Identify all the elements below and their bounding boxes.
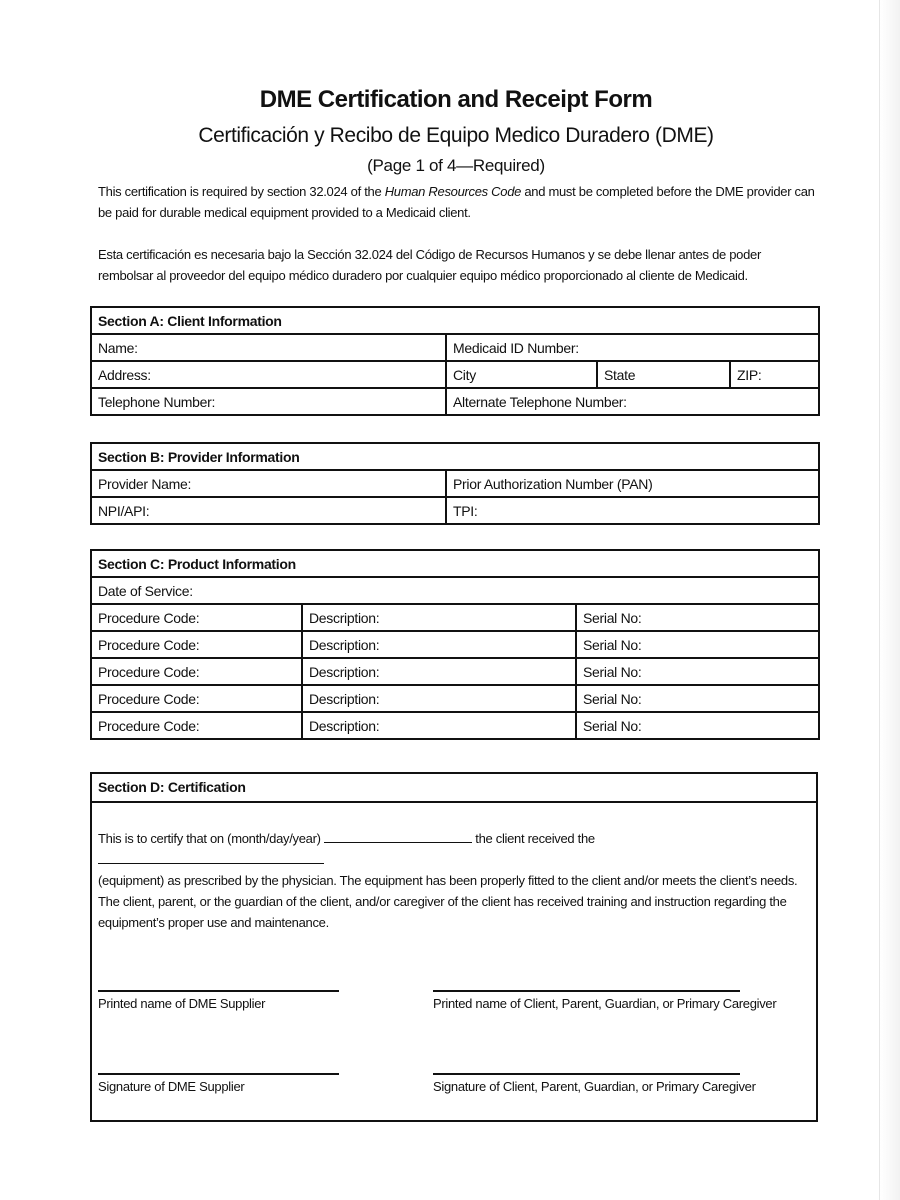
address-field[interactable]: Address: [91,361,446,388]
product-row [91,604,819,631]
procedure-code-field[interactable]: Procedure Code: [91,658,302,685]
serial-no-field[interactable]: Serial No: [576,604,819,631]
supplier-signature-label: Signature of DME Supplier [98,1079,245,1094]
telephone-field[interactable]: Telephone Number: [91,388,446,415]
equipment-blank[interactable] [98,851,324,864]
alt-telephone-field[interactable]: Alternate Telephone Number: [446,388,819,415]
printed-client-line[interactable] [433,990,740,992]
supplier-signature-line[interactable] [98,1073,339,1075]
intro-english: This certification is required by section 32.024 of the Human Resources Code and must be completed before the DME provider can be paid for durable medical equipment provided to a Medicaid client. [98,184,815,220]
procedure-code-field[interactable]: Procedure Code: [91,631,302,658]
section-b-heading: Section B: Provider Information [91,443,819,470]
description-field[interactable]: Description: [302,658,576,685]
training-statement: The client, parent, or the guardian of the client, and/or caregiver of the client has received training and instruction regarding the equipment’s proper use and maintenance. [98,894,787,930]
section-a-table [90,306,820,416]
serial-no-field[interactable]: Serial No: [576,685,819,712]
procedure-code-field[interactable]: Procedure Code: [91,685,302,712]
provider-name-field[interactable]: Provider Name: [91,470,446,497]
product-row [91,658,819,685]
section-a-heading: Section A: Client Information [91,307,819,334]
printed-client-label: Printed name of Client, Parent, Guardian, or Primary Caregiver [433,996,777,1011]
printed-supplier-line[interactable] [98,990,339,992]
section-b-table [90,442,820,525]
client-name-field[interactable]: Name: [91,334,446,361]
npi-field[interactable]: NPI/API: [91,497,446,524]
state-field[interactable]: State [597,361,730,388]
description-field[interactable]: Description: [302,712,576,739]
serial-no-field[interactable]: Serial No: [576,631,819,658]
zip-field[interactable]: ZIP: [730,361,819,388]
date-received-blank[interactable] [324,830,472,843]
product-row [91,712,819,739]
tpi-field[interactable]: TPI: [446,497,819,524]
form-subtitle: Certificación y Recibo de Equipo Medico Duradero (DME) [198,124,714,147]
section-c-heading: Section C: Product Information [91,550,819,577]
description-field[interactable]: Description: [302,631,576,658]
description-field[interactable]: Description: [302,604,576,631]
section-d-heading: Section D: Certification [92,774,816,803]
medicaid-id-field[interactable]: Medicaid ID Number: [446,334,819,361]
procedure-code-field[interactable]: Procedure Code: [91,604,302,631]
form-title: DME Certification and Receipt Form [259,86,653,113]
product-row [91,685,819,712]
section-d-box [90,772,818,1122]
page-edge [879,0,900,1200]
certification-statement: This is to certify that on (month/day/year) the client received the (equipment) as prescribed by the physician. The equipment has been properly fitted to the client and/or meets the client’s needs. [98,831,798,888]
pan-field[interactable]: Prior Authorization Number (PAN) [446,470,819,497]
serial-no-field[interactable]: Serial No: [576,658,819,685]
description-field[interactable]: Description: [302,685,576,712]
procedure-code-field[interactable]: Procedure Code: [91,712,302,739]
product-row [91,631,819,658]
page-indicator: (Page 1 of 4—Required) [367,156,545,175]
client-signature-line[interactable] [433,1073,740,1075]
section-c-table [90,549,820,740]
city-field[interactable]: City [446,361,597,388]
client-signature-label: Signature of Client, Parent, Guardian, or Primary Caregiver [433,1079,756,1094]
printed-supplier-label: Printed name of DME Supplier [98,996,266,1011]
date-of-service-field[interactable]: Date of Service: [91,577,819,604]
intro-spanish: Esta certificación es necesaria bajo la Sección 32.024 del Código de Recursos Humanos y se debe llenar antes de poder rembolsar al proveedor del equipo médico duradero por cualquier equipo médico proporcionado al cliente de Medicaid. [98,247,761,283]
serial-no-field[interactable]: Serial No: [576,712,819,739]
